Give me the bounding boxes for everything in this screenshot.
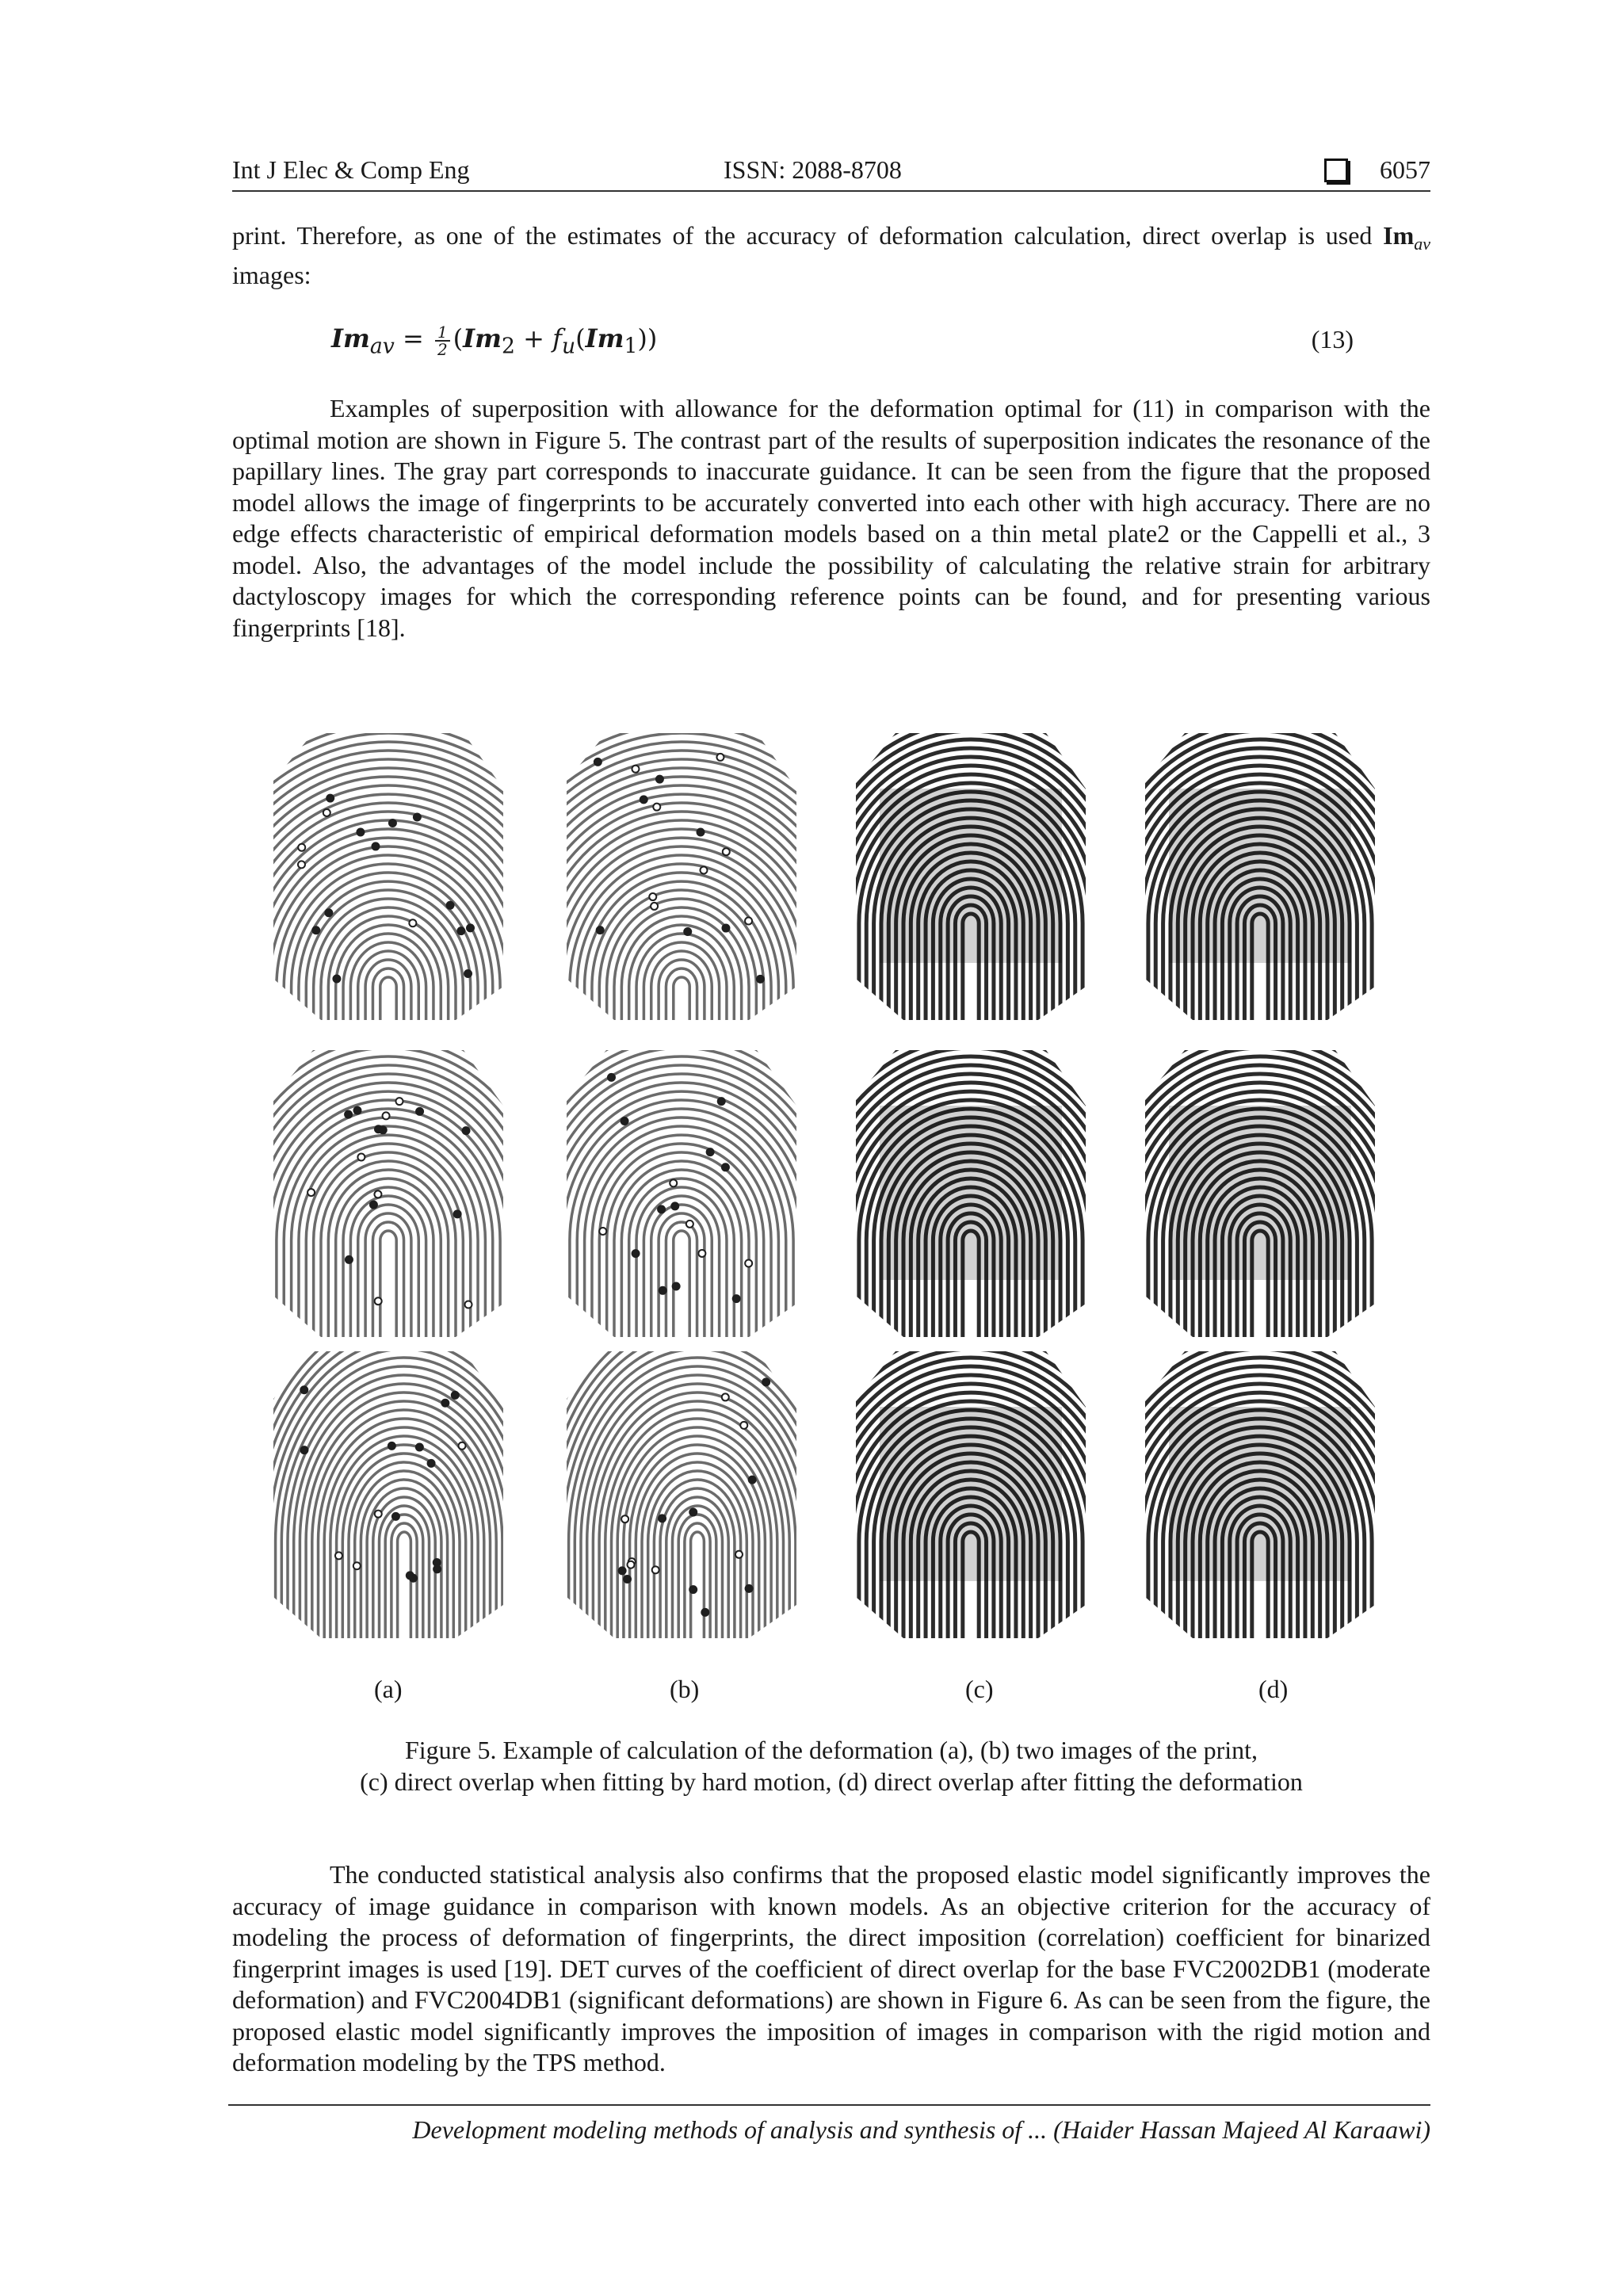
sub-label-a: (a) xyxy=(374,1675,403,1703)
equation-body xyxy=(331,323,657,358)
fingerprint-panel-2c xyxy=(848,1042,1094,1343)
minutia-marker xyxy=(707,1148,714,1156)
minutia-marker xyxy=(597,926,604,934)
minutia-marker xyxy=(416,1108,423,1115)
fingerprint-panel-3a xyxy=(265,1343,511,1645)
minutia-marker xyxy=(335,1552,342,1559)
fingerprint-panel-2d xyxy=(1137,1042,1383,1343)
minutia-marker xyxy=(735,1551,743,1558)
minutia-marker xyxy=(608,1074,615,1081)
minutia-marker xyxy=(464,970,472,977)
minutia-marker xyxy=(716,754,724,761)
minutia-marker xyxy=(632,766,639,773)
fingerprint-panel-1d xyxy=(1137,725,1383,1026)
minutia-marker xyxy=(686,1221,693,1228)
minutia-marker xyxy=(357,1154,365,1161)
minutia-marker xyxy=(659,1287,666,1294)
running-header xyxy=(232,155,1430,192)
minutia-marker xyxy=(649,893,656,900)
minutia-marker xyxy=(298,861,305,868)
equation-13 xyxy=(331,319,1354,366)
eq-equals: = xyxy=(394,323,432,353)
minutia-marker xyxy=(323,809,330,816)
minutia-marker xyxy=(624,1576,631,1583)
minutia-marker xyxy=(307,1189,315,1196)
minutia-marker xyxy=(375,1511,382,1518)
minutia-marker xyxy=(298,844,305,851)
minutia-marker xyxy=(698,1250,705,1257)
intro-symbol: Im xyxy=(1383,221,1415,250)
eq-arg-open: ( xyxy=(575,323,586,353)
minutia-marker xyxy=(697,828,705,835)
caption-line-1: Figure 5. Example of calculation of the deformation (a), (b) two images of the print, xyxy=(404,1736,1258,1764)
minutia-marker xyxy=(651,903,658,910)
minutia-marker xyxy=(757,976,764,983)
eq-func-sub: u xyxy=(561,334,576,359)
minutia-marker xyxy=(658,1205,665,1213)
eq-frac-den: 2 xyxy=(437,339,448,359)
minutia-marker xyxy=(452,1392,459,1399)
fingerprint-panel-1b xyxy=(559,725,804,1026)
minutia-marker xyxy=(656,776,663,783)
eq-arg: Im xyxy=(585,323,624,353)
minutia-marker xyxy=(414,813,421,820)
intro-after: images: xyxy=(232,260,311,289)
minutia-marker xyxy=(395,1098,403,1105)
minutia-marker xyxy=(346,1256,353,1263)
eq-arg-sub: 1 xyxy=(624,334,638,359)
minutia-marker xyxy=(325,909,332,916)
fingerprint-panel-3d xyxy=(1137,1343,1383,1645)
sub-label-d: (d) xyxy=(1258,1675,1289,1703)
eq-close: )) xyxy=(637,323,658,353)
minutia-marker xyxy=(464,1301,472,1308)
minutia-marker xyxy=(357,829,364,836)
minutia-marker xyxy=(300,1446,307,1454)
minutia-marker xyxy=(700,866,707,873)
minutia-marker xyxy=(733,1295,740,1302)
minutia-marker xyxy=(416,1444,423,1451)
minutia-marker xyxy=(722,1393,729,1400)
eq-plus: + xyxy=(514,323,553,353)
minutia-marker xyxy=(673,1283,680,1290)
minutia-marker xyxy=(653,804,660,811)
page-number: 6057 xyxy=(1380,155,1430,184)
caption-line-2: (c) direct overlap when fitting by hard motion, (d) direct overlap after fitting the deformation xyxy=(360,1767,1303,1796)
sub-label-b: (b) xyxy=(670,1675,700,1703)
minutia-marker xyxy=(433,1565,441,1572)
paragraph-2: Examples of superposition with allowance for the deformation optimal for (11) in comparison with the optimal motion are shown in Figure 5. The contrast part of the results of superposition indicates the resonance of the papillary lines. The gray part corresponds to inaccurate guidance. It can be seen from the figure that the proposed model allows the image of fingerprints to be accurately converted into each other with high accuracy. There are no edge effects characteristic of empirical deformation models based on a thin metal plate2 or the Cappelli et al., 3 model. Also, the advantages of the model include the possibility of calculating the relative strain for arbitrary dactyloscopy images for which the corresponding reference points can be found, and for presenting various fingerprints [18]. xyxy=(232,394,1430,642)
minutia-marker xyxy=(300,1386,307,1393)
equation-number: (13) xyxy=(1311,325,1354,353)
minutia-marker xyxy=(599,1228,606,1235)
minutia-marker xyxy=(312,926,319,934)
eq-func: f xyxy=(552,323,562,353)
minutia-marker xyxy=(428,1460,435,1467)
minutia-marker xyxy=(670,1179,677,1186)
minutia-marker xyxy=(392,1513,399,1520)
journal-name: Int J Elec & Comp Eng xyxy=(232,155,470,184)
minutia-marker xyxy=(374,1190,381,1198)
minutia-marker xyxy=(684,928,691,935)
eq-term1-sub: 2 xyxy=(501,334,515,359)
minutia-marker xyxy=(441,1400,449,1407)
minutia-marker xyxy=(689,1508,697,1515)
minutia-marker xyxy=(410,1575,417,1582)
fingerprint-panel-3c xyxy=(848,1343,1094,1645)
minutia-marker xyxy=(447,902,454,909)
minutia-marker xyxy=(454,1210,461,1217)
intro-text: print. Therefore, as one of the estimates of the accuracy of deformation calculation, direct overlap is used xyxy=(232,221,1373,250)
fingerprint-panel-3b xyxy=(559,1343,804,1645)
minutia-marker xyxy=(746,1585,753,1592)
minutia-marker xyxy=(718,1098,725,1105)
intro-paragraph xyxy=(232,220,1430,291)
minutia-marker xyxy=(459,1442,466,1450)
minutia-marker xyxy=(723,848,730,855)
eq-lhs-sub: av xyxy=(369,334,395,359)
minutia-marker xyxy=(762,1378,769,1385)
minutia-marker xyxy=(388,1442,395,1450)
minutia-marker xyxy=(701,1609,708,1616)
minutia-marker xyxy=(632,1250,640,1257)
eq-lhs: Im xyxy=(331,323,370,353)
minutia-marker xyxy=(745,918,752,925)
minutia-marker xyxy=(467,924,474,931)
issn: ISSN: 2088-8708 xyxy=(724,155,902,184)
minutia-marker xyxy=(327,795,334,802)
minutia-marker xyxy=(463,1127,470,1134)
minutia-marker xyxy=(745,1260,752,1267)
minutia-marker xyxy=(333,976,340,983)
box-icon xyxy=(1324,159,1348,182)
figure-5 xyxy=(265,725,1391,1660)
minutia-marker xyxy=(640,796,647,803)
minutia-marker xyxy=(749,1477,756,1484)
minutia-marker xyxy=(353,1107,361,1114)
minutia-marker xyxy=(345,1111,352,1118)
minutia-marker xyxy=(722,1163,729,1171)
sub-label-c: (c) xyxy=(965,1675,994,1703)
fingerprint-panel-1a xyxy=(265,725,511,1026)
minutia-marker xyxy=(659,1515,666,1522)
minutia-marker xyxy=(372,842,379,850)
minutia-marker xyxy=(621,1117,628,1125)
figure-caption xyxy=(232,1734,1430,1797)
minutia-marker xyxy=(370,1201,377,1209)
fingerprint-panel-1c xyxy=(848,725,1094,1026)
eq-frac-num: 1 xyxy=(435,324,450,342)
eq-fraction xyxy=(435,324,450,357)
minutia-marker xyxy=(380,1126,387,1133)
minutia-marker xyxy=(457,927,464,934)
minutia-marker xyxy=(671,1202,678,1209)
paragraph-3: The conducted statistical analysis also confirms that the proposed elastic model significantly improves the accuracy of image guidance in comparison with known models. As an objective criterion for the accuracy of modeling the process of deformation of fingerprints, the direct imposition (correlation) coefficient for binarized fingerprint images is used [19]. DET curves of the coefficient of direct overlap for the base FVC2002DB1 (moderate deformation) and FVC2004DB1 (significant deformations) are shown in Figure 6. As can be seen from the figure, the proposed elastic model significantly improves the imposition of images in comparison with the rigid motion and deformation modeling by the TPS method. xyxy=(232,1860,1430,2076)
fingerprint-panel-2a xyxy=(265,1042,511,1343)
minutia-marker xyxy=(619,1567,626,1574)
minutia-marker xyxy=(383,1112,390,1119)
minutia-marker xyxy=(353,1562,361,1569)
eq-open: ( xyxy=(453,323,464,353)
minutia-marker xyxy=(594,758,601,766)
minutia-marker xyxy=(740,1422,747,1429)
minutia-marker xyxy=(389,819,396,827)
minutia-marker xyxy=(375,1297,382,1305)
minutia-marker xyxy=(409,919,416,926)
running-footer: Development modeling methods of analysis and synthesis of ... (Haider Hassan Majeed Al Karaawi) xyxy=(228,2104,1430,2145)
minutia-marker xyxy=(652,1566,659,1573)
fingerprint-panel-2b xyxy=(559,1042,804,1343)
minutia-marker xyxy=(689,1586,697,1593)
intro-symbol-sub: av xyxy=(1414,234,1431,254)
minutia-marker xyxy=(627,1561,634,1568)
eq-term1: Im xyxy=(463,323,502,353)
minutia-marker xyxy=(621,1515,628,1522)
minutia-marker xyxy=(722,925,729,932)
